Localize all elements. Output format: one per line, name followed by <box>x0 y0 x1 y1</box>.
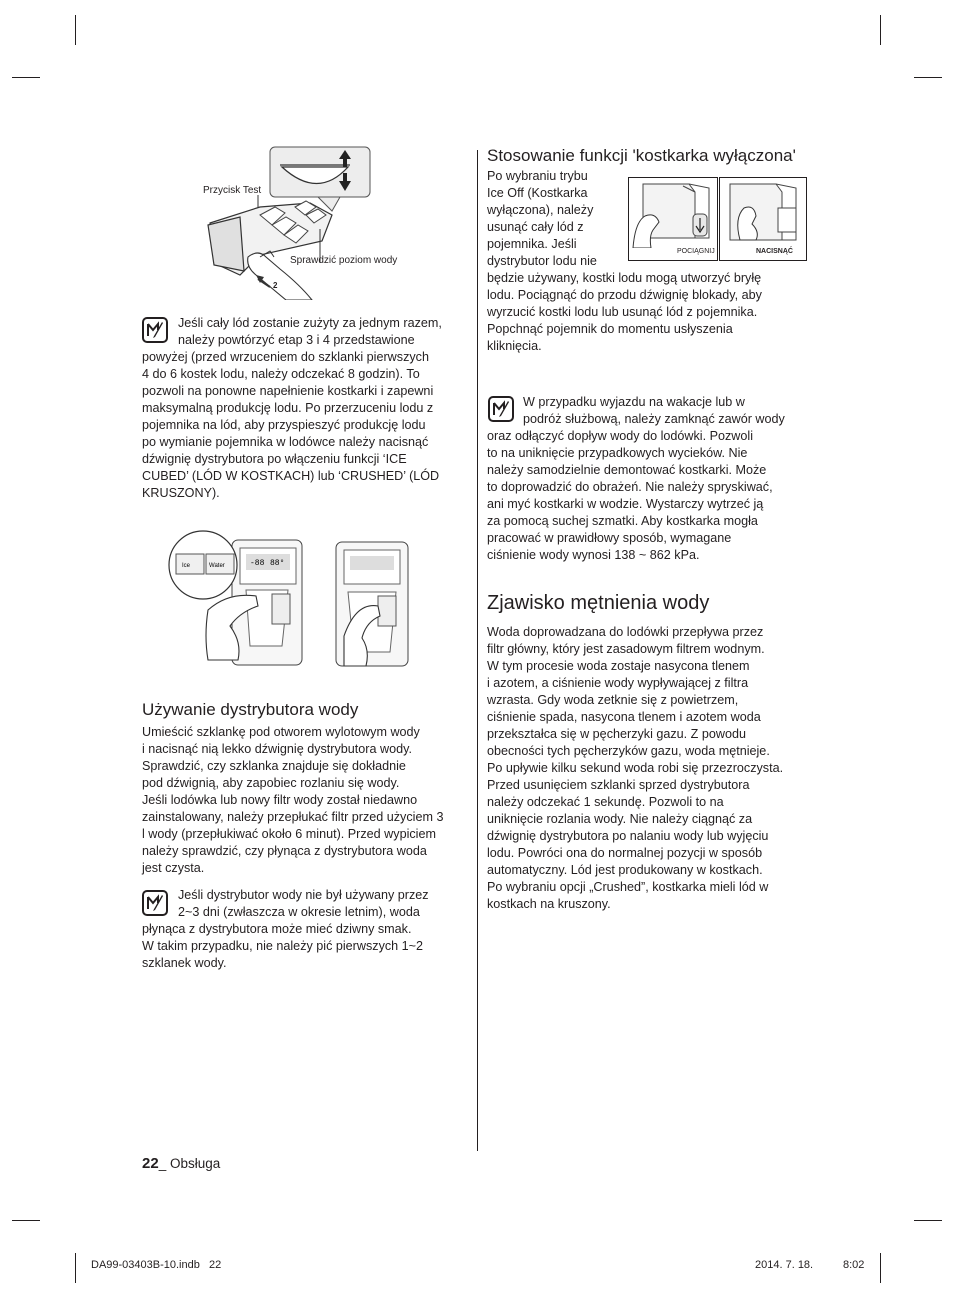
crop-mark <box>75 1253 76 1283</box>
print-file-name: DA99-03403B-10.indb 22 <box>91 1259 222 1271</box>
crop-mark <box>914 77 942 78</box>
text-line: Sprawdzić, czy szklanka znajduje się dokładnie <box>142 759 406 773</box>
text-line: Popchnąć pojemnik do momentu usłyszenia <box>487 322 733 336</box>
text-line: W tym procesie woda zostaje nasycona tlenem <box>487 659 750 673</box>
text-line: Przed usunięciem szklanki sprzed dystrybutora <box>487 778 750 792</box>
text-line: filtr główny, który jest zasadowym filtrem wodnym. <box>487 642 765 656</box>
text-line: Jeśli lodówka lub nowy filtr wody został niedawno <box>142 793 418 807</box>
note-line: powyżej (przed wrzuceniem do szklanki pierwszych <box>142 350 429 364</box>
note-line: Jeśli cały lód zostanie zużyty za jednym razem, <box>178 316 442 330</box>
note-1 <box>142 315 467 502</box>
note-line: Jeśli dystrybutor wody nie był używany przez <box>178 888 429 902</box>
text-line: lodu. Pociągnąć do przodu dźwignię blokady, aby <box>487 288 762 302</box>
page-section-label: _ Obsługa <box>158 1156 221 1171</box>
text-line: zainstalowany, należy przepłukać filtr przed użyciem 3 <box>142 810 444 824</box>
label-step-number: 2 <box>273 281 278 290</box>
note-line: należy samodzielnie demontować kostkarki. Może <box>487 463 767 477</box>
text-line: przekształca się w pęcherzyki gazu. Z powodu <box>487 727 746 741</box>
panel-button-water: Water <box>209 563 225 569</box>
figure-icemaker <box>200 145 425 300</box>
text-line: Po upływie kilku sekund woda robi się przezroczysta. <box>487 761 784 775</box>
note-2 <box>142 887 467 972</box>
section-body-cloudy <box>487 624 817 913</box>
page-number: 22 <box>142 1155 159 1172</box>
text-line: Woda doprowadzana do lodówki przepływa przez <box>487 625 764 639</box>
text-line: Umieścić szklankę pod otworem wylotowym wody <box>142 725 420 739</box>
panel-button-ice: Ice <box>182 563 191 569</box>
text-line: pojemnika. Jeśli <box>487 237 577 251</box>
crop-mark <box>880 1253 881 1283</box>
note-line: 2~3 dni (zwłaszcza w okresie letnim), woda <box>178 905 420 919</box>
section-body-dispenser <box>142 724 472 877</box>
panel-display-value: 88° <box>270 559 285 568</box>
section-title-dispenser: Używanie dystrybutora wody <box>142 700 359 719</box>
note-line: należy powtórzyć etap 3 i 4 przedstawione <box>178 333 415 347</box>
text-line: Po wybraniu opcji „Crushed”, kostkarka mieli lód w <box>487 880 769 894</box>
print-time: 8:02 <box>843 1259 865 1271</box>
text-line: wzrasta. Gdy woda zetknie się z powietrzem, <box>487 693 739 707</box>
text-line: dźwignię dystrybutora po nalaniu wody lub wyjęciu <box>487 829 769 843</box>
note-line: szklanek wody. <box>142 956 227 970</box>
note-line: podróż służbową, należy zamknąć zawór wody <box>523 412 785 426</box>
page-number-footer <box>142 1155 220 1173</box>
label-water-level: Sprawdzić poziom wody <box>290 255 398 266</box>
text-line: i nacisnąć nią lekko dźwignię dystrybutora wody. <box>142 742 412 756</box>
note-line: CUBED’ (LÓD W KOSTKACH) lub ‘CRUSHED’ (LÓD <box>142 469 440 483</box>
text-line: jest czysta. <box>142 861 205 875</box>
note-line: W przypadku wyjazdu na wakacje lub w <box>523 395 745 409</box>
section-title-iceoff: Stosowanie funkcji 'kostkarka wyłączona' <box>487 146 796 165</box>
section-title-cloudy: Zjawisko mętnienia wody <box>487 592 710 614</box>
label-push: NACISNĄĆ <box>756 248 793 255</box>
note-line: po wymianie pojemnika w lodówce należy nacisnąć <box>142 435 429 449</box>
crop-mark <box>12 1220 40 1221</box>
note-line: maksymalną produkcję lodu. Po przerzuceniu lodu z <box>142 401 434 415</box>
text-line: Po wybraniu trybu <box>487 169 588 183</box>
text-line: uniknięcie rozlania wody. Nie należy ciągnąć za <box>487 812 753 826</box>
section-body-iceoff-narrow <box>487 168 622 270</box>
text-line: usunąć cały lód z <box>487 220 584 234</box>
note-line: ani myć kostkarki w wodzie. Wystarczy wytrzeć ją <box>487 497 764 511</box>
note-line: dźwignię dystrybutora po włączeniu funkcji ‘ICE <box>142 452 407 466</box>
crop-mark <box>12 77 40 78</box>
text-line: l wody (przepłukiwać około 6 minut). Przed wypiciem <box>142 827 436 841</box>
text-line: należy odczekać 1 sekundę. Pozwoli to na <box>487 795 724 809</box>
crop-mark <box>880 15 881 45</box>
print-date: 2014. 7. 18. <box>755 1259 814 1271</box>
text-line: kostkach na kruszony. <box>487 897 611 911</box>
note-line: pojemnika na lód, aby przyspieszyć produkcję lodu <box>142 418 426 432</box>
crop-mark <box>914 1220 942 1221</box>
note-line: oraz odłączyć dopływ wody do lodówki. Pozwoli <box>487 429 753 443</box>
note-line: za pomocą suchej szmatki. Aby kostkarka mogła <box>487 514 758 528</box>
note-line: KRUSZONY). <box>142 486 220 500</box>
note-line: ciśnienie wody wynosi 138 ~ 862 kPa. <box>487 548 700 562</box>
note-line: pozwoli na ponowne napełnienie kostkarki i zapewni <box>142 384 434 398</box>
text-line: wyłączona), należy <box>487 203 594 217</box>
text-line: kliknięcia. <box>487 339 542 353</box>
note-line: pracować w prawidłowy sposób, wymagane <box>487 531 732 545</box>
text-line: należy sprawdzić, czy płynąca z dystrybutora woda <box>142 844 427 858</box>
text-line: ciśnienie spada, nasycona tlenem i azotem woda <box>487 710 761 724</box>
note-line: W takim przypadku, nie należy pić pierwszych 1~2 <box>142 939 424 953</box>
note-line: płynąca z dystrybutora może mieć dziwny smak. <box>142 922 412 936</box>
section-body-iceoff-wide <box>487 270 817 355</box>
text-line: Ice Off (Kostkarka <box>487 186 588 200</box>
figure-dispenser-water <box>334 540 412 670</box>
figure-dispenser-panel <box>168 530 308 670</box>
note-line: 4 do 6 kostek lodu, należy odczekać 8 godzin). To <box>142 367 420 381</box>
text-line: wyrzucić kostki lodu lub usunąć lód z pojemnika. <box>487 305 758 319</box>
figure-ice-bin-pull <box>628 177 718 261</box>
crop-mark <box>75 15 76 45</box>
note-line: to doprowadzić do obrażeń. Nie należy spryskiwać, <box>487 480 773 494</box>
text-line: i azotem, a ciśnienie wody wypływającej z filtra <box>487 676 749 690</box>
figure-ice-bin-push <box>719 177 807 261</box>
text-line: będzie używany, kostki lodu mogą utworzyć bryłę <box>487 271 762 285</box>
text-line: dystrybutor lodu nie <box>487 254 597 268</box>
note-line: to na uniknięcie przypadkowych wycieków. Nie <box>487 446 748 460</box>
label-pull: POCIĄGNIJ <box>677 248 715 255</box>
panel-display-value: -88 <box>250 559 265 568</box>
text-line: pod dźwignią, aby zapobiec rozlaniu się wody. <box>142 776 400 790</box>
column-divider <box>477 150 478 1151</box>
text-line: automatyczny. Lód jest produkowany w kostkach. <box>487 863 763 877</box>
text-line: obecności tych pęcherzyków gazu, woda mętnieje. <box>487 744 770 758</box>
text-line: lodu. Powróci ona do normalnej pozycji w sposób <box>487 846 763 860</box>
label-test-button: Przycisk Test <box>203 185 262 196</box>
note-3 <box>487 394 817 564</box>
